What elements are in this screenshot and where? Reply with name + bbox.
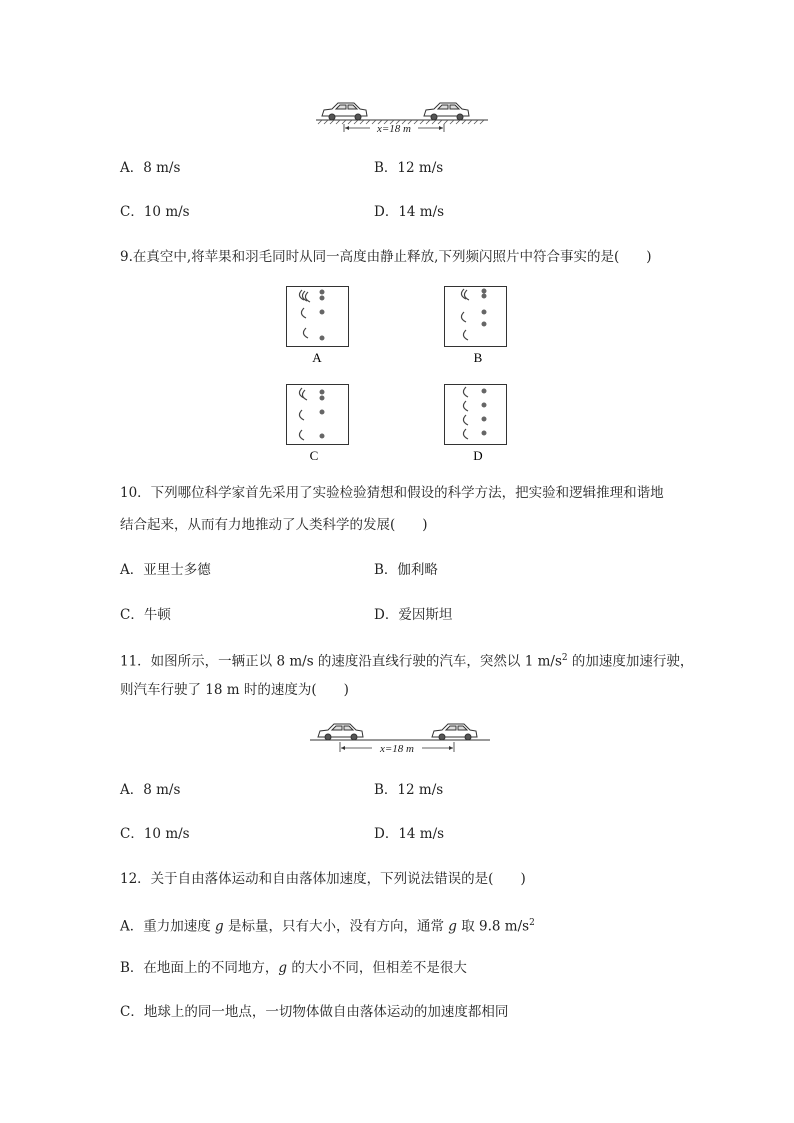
q11-option-b: B．12 m/s (374, 782, 444, 798)
q10-option-a: A．亚里士多德 (120, 562, 211, 578)
panel-label: B (473, 350, 483, 365)
q10-option-d: D．爱因斯坦 (374, 607, 453, 623)
car-icon (424, 103, 469, 120)
q10-option-b: B．伽利略 (374, 562, 438, 578)
q11-stem-line2: 则汽车行驶了 18 m 时的速度为( ) (120, 682, 349, 698)
q12-option-c: C．地球上的同一地点，一切物体做自由落体运动的加速度都相同 (120, 1004, 509, 1020)
q11-option-a: A．8 m/s (120, 782, 181, 798)
q11-stem-line1: 11．如图所示，一辆正以 8 m/s 的速度沿直线行驶的汽车，突然以 1 $m/s^2$ 的加速度加速行驶， (120, 653, 694, 670)
car-distance-figure-q11 (308, 718, 492, 758)
car-icon (432, 724, 477, 740)
q10-option-c: C．牛顿 (120, 607, 171, 623)
q8-option-a: A．8 m/s (120, 160, 181, 176)
q10-stem-line2: 结合起来，从而有力地推动了人类科学的发展( ) (120, 517, 428, 533)
panel-label: D (473, 448, 483, 463)
strobe-panel-a (286, 286, 350, 366)
car-distance-figure-top (312, 96, 492, 140)
car-icon (318, 724, 363, 740)
strobe-panel-b (444, 286, 508, 366)
q8-option-d: D．14 m/s (374, 204, 445, 220)
strobe-panel-d (444, 384, 508, 464)
q12-stem: 12．关于自由落体运动和自由落体加速度，下列说法错误的是( ) (120, 871, 526, 887)
q12-option-a: A．重力加速度 g 是标量，只有大小，没有方向，通常 g 取 9.8 $m/s^2$ (120, 918, 535, 935)
panel-label: A (312, 350, 322, 365)
strobe-panel-c (286, 384, 350, 464)
distance-label: x=18 m (380, 743, 414, 755)
q12-option-b: B．在地面上的不同地方，g 的大小不同，但相差不是很大 (120, 960, 467, 976)
distance-label: x=18 m (377, 123, 411, 135)
panel-label: C (309, 448, 319, 463)
car-icon (322, 103, 367, 120)
q9-stem: 9.在真空中,将苹果和羽毛同时从同一高度由静止释放,下列频闪照片中符合事实的是( ) (120, 249, 652, 265)
q8-option-b: B．12 m/s (374, 160, 444, 176)
q10-stem-line1: 10．下列哪位科学家首先采用了实验检验猜想和假设的科学方法，把实验和逻辑推理和谐地 (120, 485, 664, 501)
q11-option-d: D．14 m/s (374, 826, 445, 842)
q11-option-c: C．10 m/s (120, 826, 190, 842)
q8-option-c: C．10 m/s (120, 204, 190, 220)
